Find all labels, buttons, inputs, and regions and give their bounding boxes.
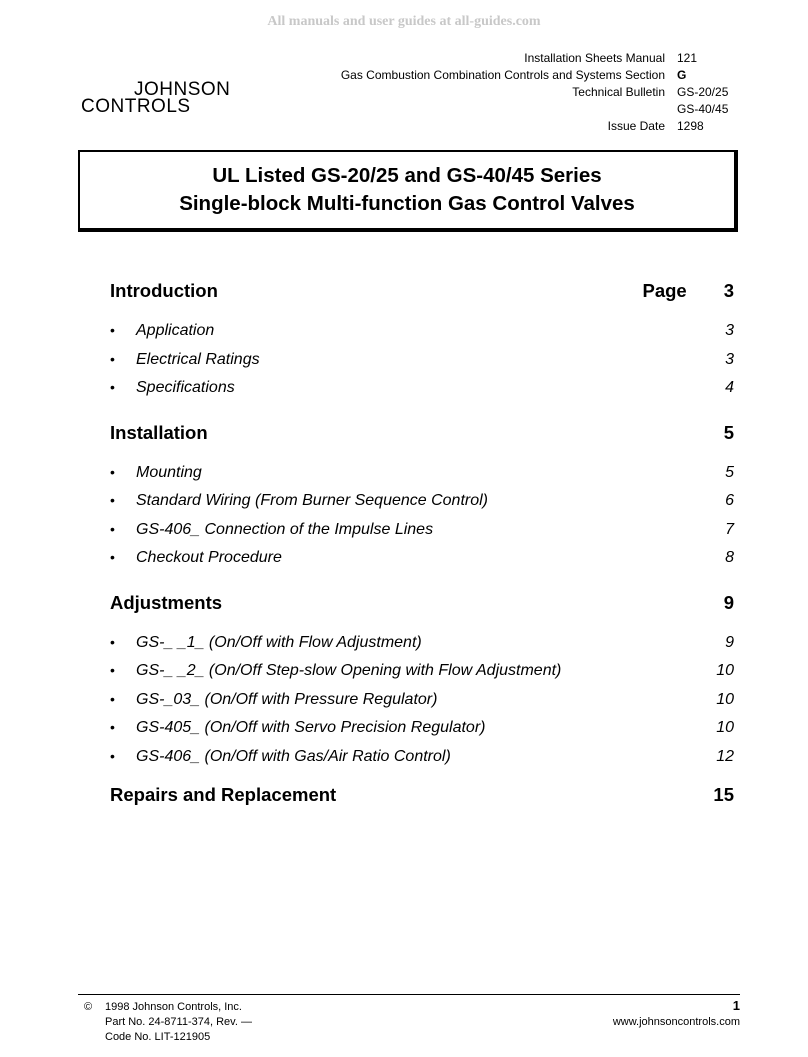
footer-rule: [78, 994, 740, 995]
toc-item-text: Specifications: [136, 379, 235, 396]
meta-value: G: [677, 68, 687, 82]
meta-value: 1298: [677, 119, 704, 133]
toc-item-page: 10: [716, 690, 734, 708]
bullet-icon: •: [110, 492, 115, 508]
toc-section-page: 3: [723, 280, 734, 301]
bullet-icon: •: [110, 633, 115, 650]
part-number: Part No. 24-8711-374, Rev. —: [105, 1016, 252, 1028]
toc-item[interactable]: [110, 742, 734, 771]
bullet-icon: •: [110, 549, 115, 565]
code-number: Code No. LIT-121905: [105, 1031, 211, 1043]
toc-item-text: Mounting: [136, 463, 202, 481]
toc-item[interactable]: [110, 628, 734, 657]
toc-item-text: GS-406_ (On/Off with Gas/Air Ratio Control): [136, 747, 451, 765]
meta-label: Installation Sheets Manual: [524, 51, 665, 65]
title-line-2: Single-block Multi-function Gas Control Valves: [179, 192, 635, 215]
toc-item-page: 7: [725, 520, 734, 538]
toc-section[interactable]: [110, 280, 734, 302]
toc-item[interactable]: [110, 373, 734, 402]
toc-item-page: 4: [725, 379, 734, 396]
meta-label: Technical Bulletin: [572, 85, 665, 99]
website-link[interactable]: www.johnsoncontrols.com: [612, 1016, 740, 1028]
bullet-icon: •: [110, 719, 115, 735]
toc-item-text: Checkout Procedure: [136, 549, 282, 566]
toc-section-title: Repairs and Replacement: [110, 784, 337, 805]
toc-section[interactable]: [110, 422, 734, 444]
toc-item-page: 5: [725, 463, 734, 481]
toc-item-text: GS-_03_ (On/Off with Pressure Regulator): [136, 690, 438, 708]
toc-item[interactable]: [110, 685, 734, 714]
bullet-icon: •: [110, 690, 115, 707]
toc-item[interactable]: [110, 713, 734, 742]
meta-label: [300, 101, 677, 118]
toc-item-text: Standard Wiring (From Burner Sequence Control): [136, 492, 489, 509]
toc-item-text: GS-_ _2_ (On/Off Step-slow Opening with Flow Adjustment): [136, 662, 562, 679]
toc-section-title: Adjustments: [110, 591, 223, 613]
bullet-icon: •: [110, 520, 115, 537]
toc-item[interactable]: [110, 316, 734, 345]
toc-item[interactable]: [110, 656, 734, 685]
bullet-icon: •: [110, 379, 115, 395]
meta-row: [300, 67, 740, 84]
meta-value: GS-20/25: [677, 85, 729, 99]
meta-value: 121: [677, 51, 698, 65]
toc-item-page: 9: [725, 633, 734, 651]
toc-section-page: 5: [723, 421, 734, 443]
footer-right: [613, 998, 740, 1030]
meta-value: GS-40/45: [677, 102, 729, 116]
toc-item-text: GS-_ _1_ (On/Off with Flow Adjustment): [136, 633, 422, 651]
title-line-1: UL Listed GS-20/25 and GS-40/45 Series: [212, 164, 602, 187]
bullet-icon: •: [110, 662, 115, 678]
toc-item-page: 3: [725, 350, 734, 368]
toc-item-page: 12: [716, 747, 734, 765]
johnson-controls-logo: [80, 78, 255, 118]
toc-item[interactable]: [110, 345, 734, 374]
toc-section[interactable]: [110, 592, 734, 614]
watermark: All manuals and user guides at all-guides.com: [267, 14, 541, 29]
page-number: 1: [732, 998, 740, 1013]
toc-item-text: Application: [136, 322, 215, 339]
toc-section-title: Introduction: [110, 280, 218, 301]
toc-section-page: 9: [723, 591, 734, 613]
meta-label: Issue Date: [607, 119, 665, 133]
toc-item-page: 10: [716, 662, 734, 679]
footer-left: [84, 1000, 252, 1045]
page-column-heading: Page: [642, 280, 687, 301]
document-meta: [300, 50, 740, 135]
toc-item[interactable]: [110, 515, 734, 544]
logo-line2: CONTROLS: [81, 96, 191, 117]
toc-item[interactable]: [110, 543, 734, 572]
toc-section-title: Installation: [110, 421, 208, 443]
bullet-icon: •: [110, 350, 115, 367]
table-of-contents: [110, 280, 734, 806]
bullet-icon: •: [110, 463, 115, 480]
toc-item-page: 8: [725, 549, 734, 566]
toc-item-text: GS-406_ Connection of the Impulse Lines: [136, 520, 434, 538]
meta-label: Gas Combustion Combination Controls and Systems Section: [340, 68, 665, 82]
toc-section[interactable]: [110, 784, 734, 806]
meta-row: [300, 50, 740, 67]
toc-item-page: 10: [716, 719, 734, 736]
meta-row: [300, 84, 740, 101]
toc-section-page: 15: [713, 784, 734, 805]
toc-item-page: 6: [725, 492, 734, 509]
logo-line1: JOHNSON: [134, 79, 231, 100]
copyright-text: 1998 Johnson Controls, Inc.: [105, 1001, 242, 1013]
meta-row: [300, 118, 740, 135]
toc-item-page: 3: [725, 322, 734, 339]
toc-item[interactable]: [110, 458, 734, 487]
bullet-icon: •: [110, 747, 115, 764]
meta-row: [300, 101, 740, 118]
copyright-symbol: ©: [84, 1001, 93, 1013]
toc-item-text: GS-405_ (On/Off with Servo Precision Regulator): [136, 719, 486, 736]
toc-item[interactable]: [110, 486, 734, 515]
toc-item-text: Electrical Ratings: [136, 350, 260, 368]
title-box: [78, 150, 738, 232]
bullet-icon: •: [110, 322, 115, 338]
